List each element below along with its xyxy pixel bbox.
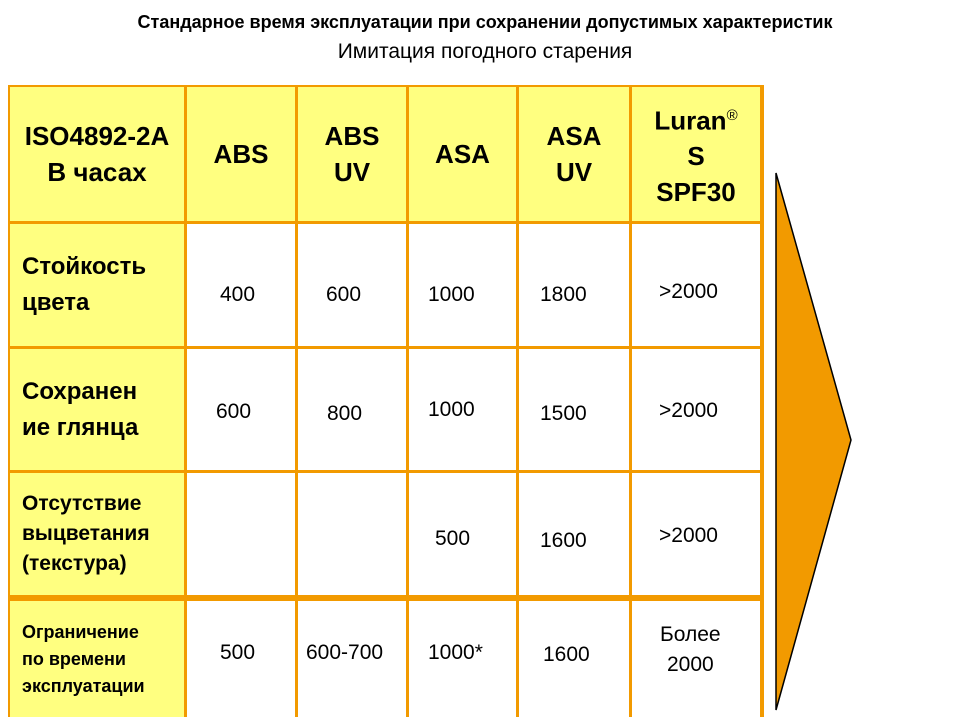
cell-value: Более: [660, 623, 721, 646]
corner-header-unit: В часах: [47, 157, 147, 187]
column-header-label: Luran: [654, 105, 727, 136]
row-header-line: Стойкость: [22, 253, 147, 280]
row-header-line: (текстура): [22, 552, 127, 575]
cell-value: 1000: [428, 283, 475, 306]
column-header-sublabel: UV: [333, 157, 371, 187]
cell-value: 1600: [543, 643, 590, 666]
cell-value: 1600: [540, 529, 587, 552]
cell-value: >2000: [659, 399, 718, 422]
column-header-sublabel-2: SPF30: [656, 177, 736, 208]
row-header-line: ие глянца: [22, 413, 139, 441]
cell-value: 500: [220, 641, 256, 664]
corner-header-standard: ISO4892-2A: [24, 121, 170, 151]
cell-value: 800: [327, 402, 363, 425]
row-header-line: Сохранен: [22, 377, 138, 405]
column-header-label: ABS: [324, 121, 380, 151]
column-header-label: ASA: [546, 121, 602, 151]
cell-value: 2000: [667, 653, 714, 676]
row-header-line: по времени: [22, 648, 126, 669]
registered-mark: ®: [726, 106, 738, 124]
cell-value: 400: [220, 283, 256, 306]
row-header-line: Отсутствие: [22, 492, 142, 515]
subtitle: Имитация погодного старения: [337, 40, 633, 63]
cell-value: 600: [326, 283, 362, 306]
cell-value: 500: [435, 527, 471, 550]
row-header-line: эксплуатации: [22, 675, 145, 696]
row-header-line: выцветания: [22, 522, 150, 545]
cell-value: 1500: [540, 402, 587, 425]
cell-value: 1000*: [428, 641, 483, 664]
cell-value: >2000: [659, 524, 718, 547]
main-title: Стандарное время эксплуатации при сохранении допустимых характеристик: [137, 12, 833, 32]
column-header-sublabel: S: [687, 141, 705, 172]
column-header-label: ABS: [213, 139, 269, 169]
cell-value: 1800: [540, 283, 587, 306]
row-header-line: цвета: [22, 289, 90, 316]
column-header-label: ASA: [435, 139, 490, 169]
cell-value: 600-700: [306, 641, 384, 664]
arrow-polygon: [776, 173, 851, 710]
row-header-line: Ограничение: [22, 621, 139, 642]
cell-value: >2000: [659, 280, 718, 303]
cell-value: 1000: [428, 398, 475, 421]
column-header-sublabel: UV: [555, 157, 593, 187]
cell-value: 600: [216, 400, 252, 423]
